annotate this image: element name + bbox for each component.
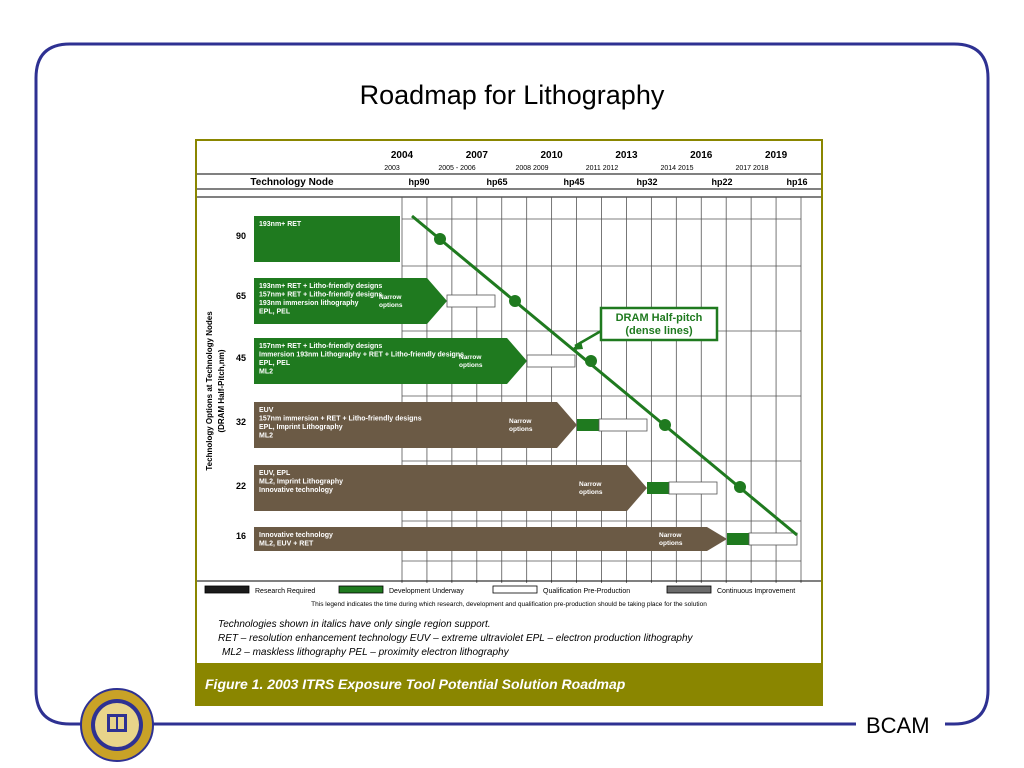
- option-text: ML2: [259, 432, 273, 440]
- narrow-options-label: options: [459, 362, 483, 369]
- slide-title: Roadmap for Lithography: [359, 80, 665, 110]
- option-text: 193nm+ RET: [259, 221, 302, 228]
- major-year-label: 2007: [465, 150, 488, 161]
- major-year-label: 2016: [690, 150, 713, 161]
- narrow-options-label: options: [379, 302, 403, 309]
- minor-year-label: 2017 2018: [735, 165, 769, 172]
- option-text: Immersion 193nm Lithography + RET + Litho-friendly designs: [259, 351, 464, 359]
- node-marker: [659, 419, 671, 431]
- major-year-label: 2010: [540, 150, 563, 161]
- development-segment: [647, 482, 669, 494]
- narrow-options-label: Narrow: [509, 418, 532, 425]
- minor-year-label: 2014 2015: [660, 165, 694, 172]
- option-text: ML2, EUV + RET: [259, 540, 314, 548]
- y-axis-label-unit: (DRAM Half-Pitch,nm): [217, 349, 226, 433]
- legend-swatch: [205, 586, 249, 593]
- footer-brand: BCAM: [866, 713, 930, 738]
- row-node-label: 45: [235, 353, 246, 363]
- row-node-label: 90: [235, 231, 246, 241]
- qualification-segment: [749, 533, 797, 545]
- legend-label: Qualification Pre-Production: [543, 588, 631, 595]
- minor-year-label: 2003: [384, 165, 400, 172]
- row-node-label: 22: [235, 481, 246, 491]
- option-text: Innovative technology: [259, 487, 333, 494]
- option-text: 193nm+ RET + Litho-friendly designs: [259, 283, 383, 290]
- row-node-label: 16: [235, 531, 246, 541]
- narrow-options-label: options: [659, 540, 683, 547]
- major-year-label: 2019: [764, 150, 788, 161]
- option-text: 157nm+ RET + Litho-friendly designs: [259, 291, 383, 299]
- legend-label: Research Required: [255, 588, 316, 595]
- note-italics: Technologies shown in italics have only single region support.: [218, 619, 491, 630]
- legend-swatch: [667, 586, 711, 593]
- minor-year-label: 2005 - 2006: [438, 165, 476, 172]
- option-text: EPL, PEL: [259, 308, 291, 316]
- figure-caption: Figure 1. 2003 ITRS Exposure Tool Potential Solution Roadmap: [205, 676, 626, 692]
- narrow-options-label: Narrow: [459, 354, 482, 361]
- tech-node-label: hp16: [786, 177, 808, 187]
- minor-year-label: 2011 2012: [585, 165, 619, 172]
- note-abbrev-1: RET – resolution enhancement technology EUV – extreme ultraviolet EPL – electron production lithography: [218, 633, 693, 644]
- development-segment: [577, 419, 599, 431]
- node-marker: [509, 295, 521, 307]
- tech-node-header: Technology Node: [250, 177, 334, 188]
- major-year-label: 2013: [615, 150, 638, 161]
- narrow-options-label: Narrow: [579, 481, 602, 488]
- legend-swatch: [339, 586, 383, 593]
- option-text: EPL, Imprint Lithography: [259, 424, 343, 431]
- development-segment: [727, 533, 749, 545]
- option-text: 157nm immersion + RET + Litho-friendly designs: [259, 415, 422, 423]
- tech-node-label: hp22: [711, 177, 733, 187]
- y-axis-label: Technology Options at Technology Nodes: [205, 311, 214, 471]
- qualification-segment: [669, 482, 717, 494]
- option-text: ML2, Imprint Lithography: [259, 478, 343, 486]
- minor-year-label: 2008 2009: [515, 165, 549, 172]
- note-abbrev-2: ML2 – maskless lithography PEL – proximity electron lithography: [222, 647, 509, 658]
- option-text: ML2: [259, 368, 273, 376]
- option-text: Innovative technology: [259, 532, 333, 539]
- option-text: 157nm+ RET + Litho-friendly designs: [259, 343, 383, 350]
- qualification-segment: [599, 419, 647, 431]
- tech-node-label: hp45: [563, 177, 585, 187]
- node-marker: [434, 233, 446, 245]
- legend-swatch: [493, 586, 537, 593]
- narrow-options-label: options: [509, 426, 533, 433]
- option-text: EUV, EPL: [259, 470, 291, 477]
- option-text: 193nm immersion lithography: [259, 300, 359, 307]
- tech-node-label: hp90: [408, 177, 430, 187]
- qualification-segment: [527, 355, 575, 367]
- node-marker: [734, 481, 746, 493]
- node-marker: [585, 355, 597, 367]
- narrow-options-label: options: [579, 489, 603, 496]
- legend-note: This legend indicates the time during which research, development and qualification pre-production should be taking place for the solution: [311, 601, 707, 608]
- dram-callout-title: DRAM Half-pitch: [615, 312, 703, 324]
- narrow-options-label: Narrow: [659, 532, 682, 539]
- major-year-label: 2004: [390, 150, 414, 161]
- legend-label: Development Underway: [389, 588, 464, 595]
- legend-label: Continuous Improvement: [717, 588, 796, 595]
- row-node-label: 65: [235, 291, 246, 301]
- university-seal-logo: [80, 688, 154, 762]
- row-node-label: 32: [235, 417, 246, 427]
- callout-arrowhead: [571, 341, 583, 350]
- option-text: EUV: [259, 407, 274, 414]
- qualification-segment: [447, 295, 495, 307]
- option-arrow: [254, 527, 727, 551]
- tech-node-label: hp65: [486, 177, 508, 187]
- dram-callout-subtitle: (dense lines): [625, 325, 693, 337]
- option-text: EPL, PEL: [259, 360, 291, 367]
- narrow-options-label: Narrow: [379, 294, 402, 301]
- tech-node-label: hp32: [636, 177, 658, 187]
